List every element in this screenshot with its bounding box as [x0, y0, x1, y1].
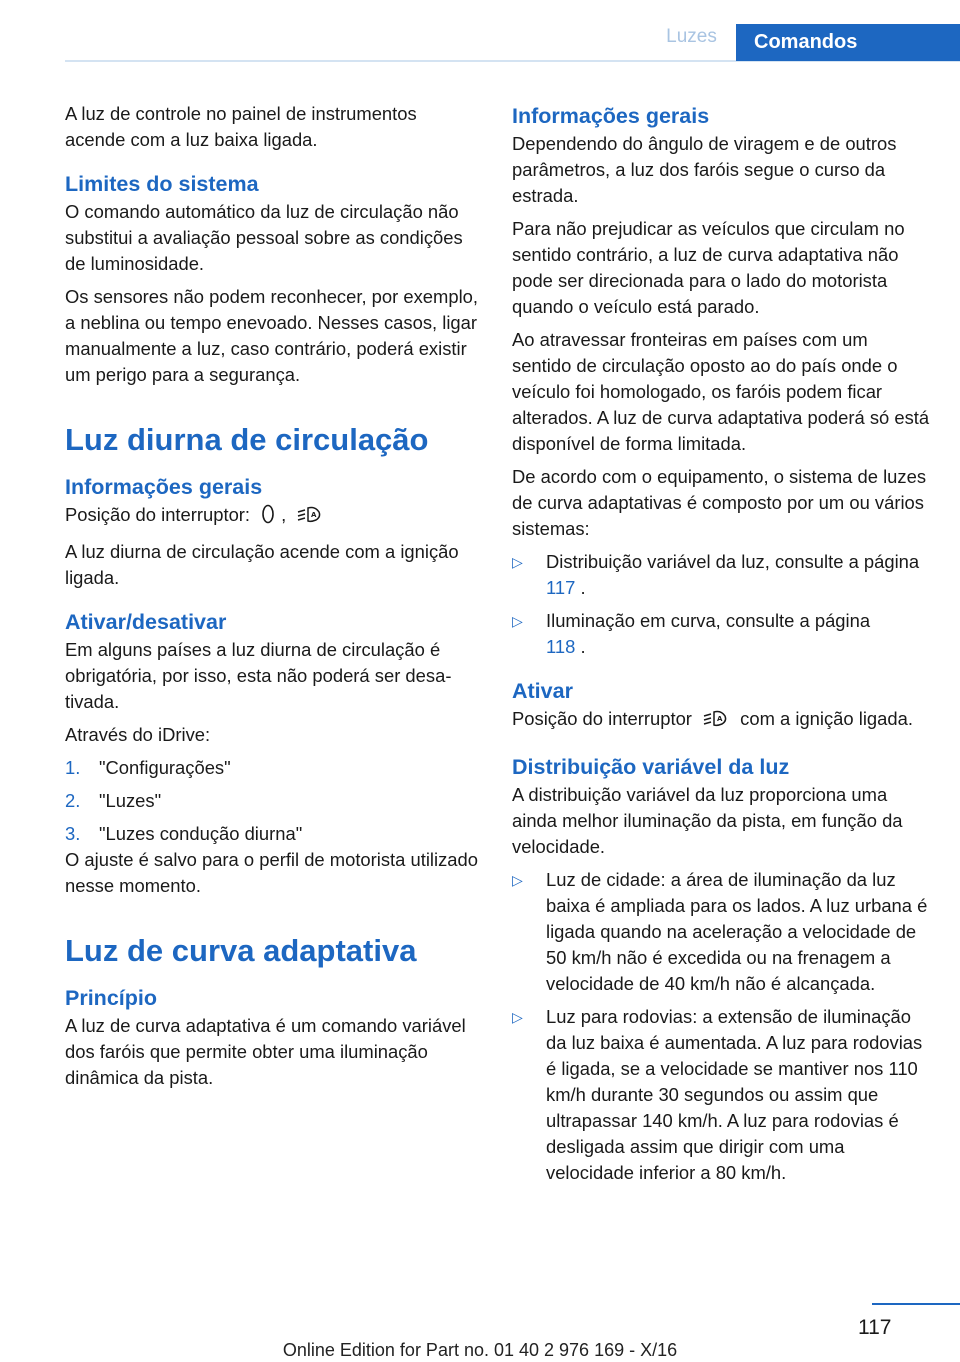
ativar-paragraph-2: Através do iDrive: — [65, 724, 211, 745]
bullet-triangle-icon: ▷ — [512, 554, 523, 570]
svg-text:A: A — [311, 511, 317, 519]
page-link-117[interactable]: 117 — [546, 577, 576, 598]
heading-principio: Princípio — [65, 986, 157, 1010]
switch-position-prefix: Posição do interruptor: — [65, 504, 251, 525]
right-column — [512, 101, 932, 1193]
step-number: 1. — [65, 757, 81, 778]
ativar-switch-paragraph: Posição do interruptor A com a ignição ligada. — [512, 706, 932, 736]
page-number: 117 — [858, 1316, 892, 1339]
bullet-text: Luz para rodovias: a extensão de iluminação da luz baixa é aumentada. A luz para rodovias é ligada, se a velocidade se mantiver nos 110 km/h durante 30 segundos ou assim que ultrapassar 140 km/h. A luz para rodovias é desligada assim que dirigir com uma velocidade inferior a 80 km/h. — [546, 1006, 923, 1183]
header-chapter-tab: Comandos — [736, 24, 960, 61]
list-item — [512, 867, 932, 997]
bullet-text: Luz de cidade: a área de iluminação da luz baixa é ampliada para os lados. A luz urbana é ligada quando na aceleração a velocidade de 50 km/h não é excedida ou na frenagem a velocidade de 40 km/h não é alcançada. — [546, 869, 928, 994]
idrive-steps-list — [65, 755, 478, 847]
list-item — [512, 1004, 932, 1186]
bullet-text: Iluminação em curva, consulte a página 118 . — [546, 610, 871, 657]
list-item — [65, 755, 478, 781]
distribuicao-paragraph: A distribuição variável da luz proporciona uma ainda melhor iluminação da pista, em função da velocidade. — [512, 784, 903, 857]
heading-luz-de-curva-adaptativa: Luz de curva adaptativa — [65, 933, 417, 968]
principio-paragraph: A luz de curva adaptativa é um comando variável dos faróis que permite obter uma iluminação dinâmica da pista. — [65, 1015, 466, 1088]
bullet-text: Distribuição variável da luz, consulte a página 117 . — [546, 551, 920, 598]
page-link-118[interactable]: 118 — [546, 636, 576, 657]
list-item — [512, 549, 932, 601]
heading-luz-diurna: Luz diurna de circulação — [65, 422, 429, 457]
info-paragraph-1: Dependendo do ângulo de viragem e de outros parâmetros, a luz dos faróis segue o curso da estrada. — [512, 133, 897, 206]
info-paragraph-3: Ao atravessar fronteiras em países com um sentido de circulação oposto ao do país onde o veículo foi homologado, os faróis podem ficar alterados. A luz de curva adaptativa poderá só está disponível de forma limitada. — [512, 329, 930, 454]
edition-footer: Online Edition for Part no. 01 40 2 976 169 - X/16 — [282, 1340, 678, 1360]
step-text: "Luzes" — [99, 790, 162, 811]
svg-text:A: A — [717, 715, 723, 723]
switch-position-paragraph — [65, 502, 478, 532]
limites-paragraph-2: Os sensores não podem reconhecer, por exemplo, a neblina ou tempo enevoado. Nesses casos, ligar manualmente a luz, caso contrário, poderá existir um perigo para a segurança. — [65, 286, 478, 385]
step-number: 2. — [65, 790, 81, 811]
step-text: "Configurações" — [99, 757, 231, 778]
list-item — [65, 788, 478, 814]
heading-informacoes-gerais-right: Informações gerais — [512, 104, 710, 128]
intro-paragraph: A luz de controle no painel de instrumentos acende com a luz baixa ligada. — [65, 103, 417, 150]
ativar-paragraph-1: Em alguns países a luz diurna de circulação é obrigatória, por isso, esta não poderá ser desativada. — [65, 639, 452, 712]
info-paragraph-4: De acordo com o equipamento, o sistema de luzes de curva adaptativas é composto por um ou vários sistemas: — [512, 466, 927, 539]
heading-limites-do-sistema: Limites do sistema — [65, 172, 259, 196]
diurna-paragraph: A luz diurna de circulação acende com a ignição ligada. — [65, 541, 459, 588]
heading-ativar: Ativar — [512, 679, 573, 703]
auto-headlight-icon — [297, 503, 323, 532]
heading-informacoes-gerais-left: Informações gerais — [65, 475, 263, 499]
header-section-label: Luzes — [666, 26, 717, 47]
footer-rule — [872, 1303, 960, 1305]
step-number: 3. — [65, 823, 81, 844]
left-column — [65, 101, 478, 1098]
bullet-triangle-icon: ▷ — [512, 613, 523, 629]
switch-zero-icon — [261, 503, 275, 532]
heading-distribuicao-variavel: Distribuição variável da luz — [512, 755, 790, 779]
heading-ativar-desativar: Ativar/desativar — [65, 610, 227, 634]
bullet-triangle-icon: ▷ — [512, 872, 523, 888]
list-item — [65, 821, 478, 847]
auto-headlight-icon — [703, 707, 729, 736]
step-text: "Luzes condução diurna" — [99, 823, 303, 844]
list-item — [512, 608, 932, 660]
ajuste-paragraph: O ajuste é salvo para o perfil de motorista utilizado nesse momento. — [65, 849, 478, 896]
limites-paragraph-1: O comando automático da luz de circulação não substitui a avaliação pessoal sobre as condições de luminosidade. — [65, 201, 463, 274]
switch-position-separator: , — [281, 504, 287, 525]
info-paragraph-2: Para não prejudicar as veículos que circulam no sentido contrário, a luz de curva adaptativa não pode ser direcionada para o lado do motorista quando o veículo está parado. — [512, 218, 905, 317]
bullet-triangle-icon: ▷ — [512, 1009, 523, 1025]
